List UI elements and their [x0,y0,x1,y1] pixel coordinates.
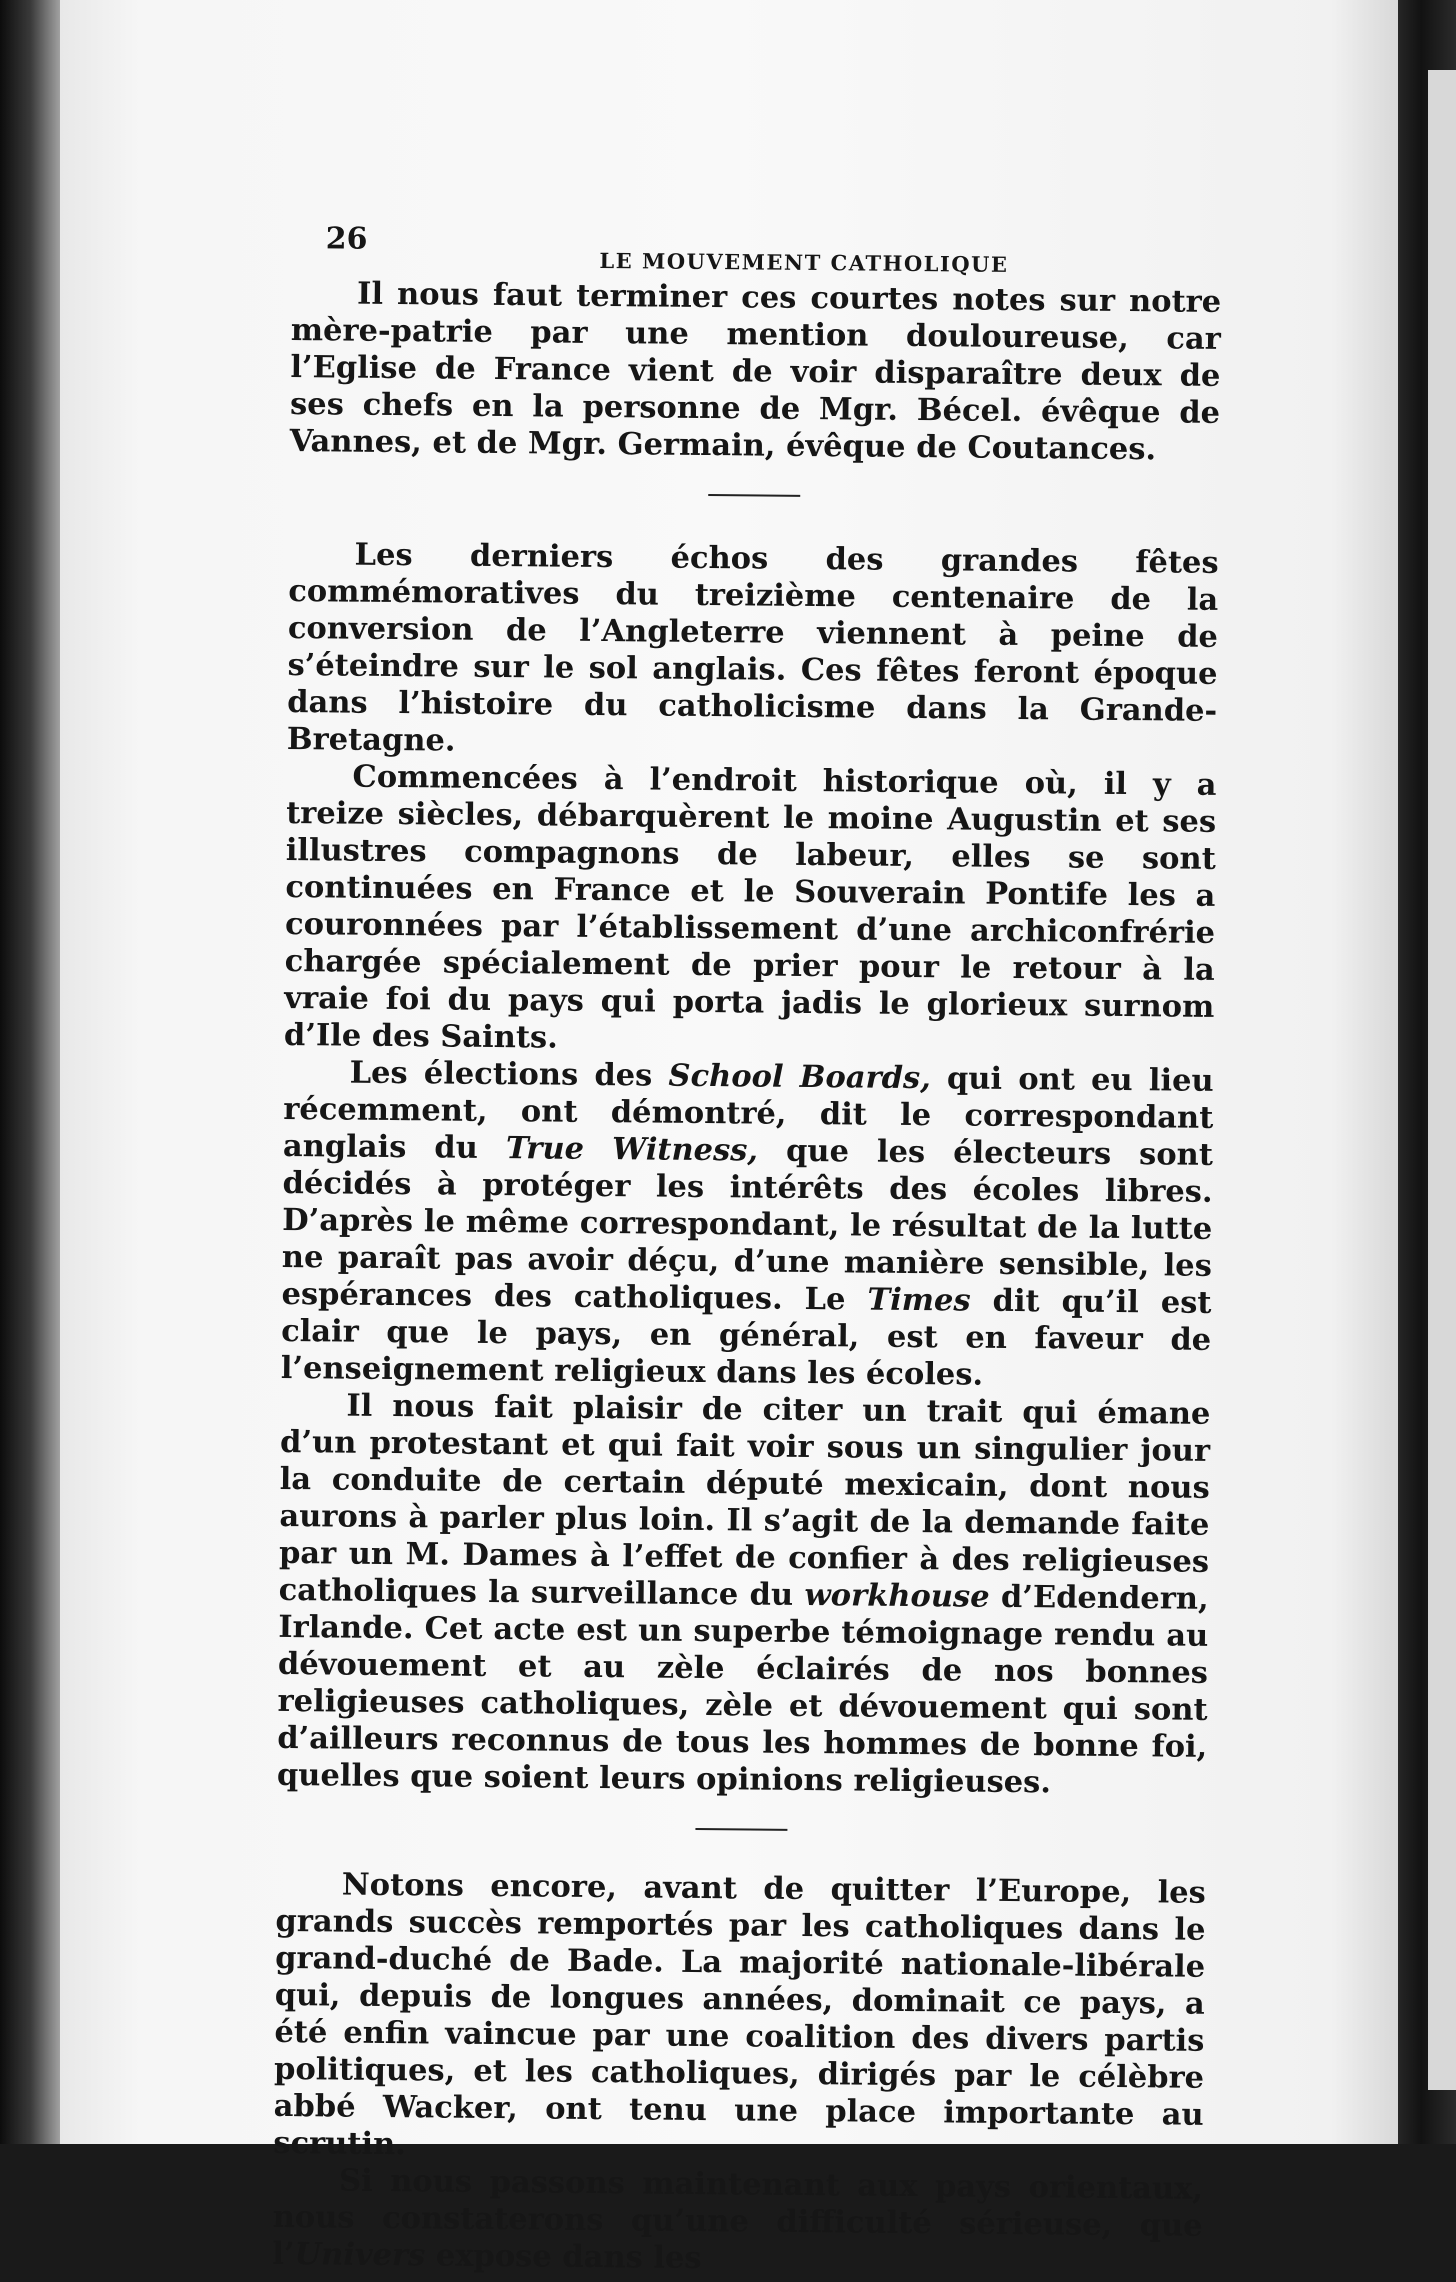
paragraph-4 [281,1054,1214,1396]
paragraph-2: Les derniers échos des grandes fêtes commémoratives du treizième centenaire de la conversion de l’Angleterre viennent à peine de s’éteindre sur le sol anglais. Ces fêtes feront époque dans l’histoire du catholicisme dans la Grande-Bretagne. [286,536,1219,759]
page-content [272,205,1222,2282]
paragraph-4-part-d: dit qu’il est clair que le pays, en général, est en faveur de l’enseignement religieux dans les écoles. [280,1282,1212,1393]
paragraph-3: Commencées à l’endroit historique où, il y a treize siècles, débarquèrent le moine Augustin et ses illustres compagnons de labeur, elles se sont continuées en France et le Souverain Pontife les a couronnées par l’établissement d’une archiconfrérie chargée spécialement de prier pour le retour à la vraie foi du pays qui porta jadis le glorieux surnom d’Ile des Saints. [283,758,1217,1056]
book-gutter [0,0,68,2144]
true-witness-title: True Witness, [505,1130,759,1169]
running-head: LE MOUVEMENT CATHOLIQUE [599,247,1009,277]
page-number: 26 [325,221,368,257]
paragraph-5-part-b: d’Edendern, Irlande. Cet acte est un superbe témoignage rendu au dévouement et au zèle éclairés de nos bonnes religieuses catholiques, zèle et dévouement qui sont d’ailleurs reconnus de tous les hommes de bonne foi, quelles que soient leurs opinions religieuses. [276,1578,1209,1801]
paragraph-4-part-a: Les élections des [349,1054,669,1094]
paragraph-6: Notons encore, avant de quitter l’Europe, les grands succès remportés par les catholiques dans le grand-duché de Bade. La majorité nationale-libérale qui, depuis de longues années, dominait ce pays, a été enfin vaincue par une coalition des divers partis politiques, et les catholiques, dirigés par le célèbre abbé Wacker, ont tenu une place importante au scrutin. [273,1866,1207,2163]
paragraph-7 [272,2162,1203,2282]
paragraph-5-part-a: Il nous fait plaisir de citer un trait qui émane d’un protestant et qui fait voir sous un singulier jour la conduite de certain député mexicain, dont nous aurons à parler plus loin. Il s’agit de la demande faite par un M. Dames à l’effet de confier à des religieuses catholiques la surveillance du [278,1387,1211,1613]
workhouse-term: workhouse [804,1576,990,1615]
section-divider [708,494,800,497]
paragraph-4-part-b: qui ont eu lieu récemment, ont démontré, dit le correspondant anglais du [282,1060,1214,1167]
univers-title: Univers [294,2236,426,2274]
paragraph-1: Il nous faut terminer ces courtes notes sur notre mère-patrie par une mention douloureuse, car l’Eglise de France vient de voir disparaître deux de ses chefs en la personne de Mgr. Bécel. évêque de Vannes, et de Mgr. Germain, évêque de Coutances. [289,275,1222,468]
paragraph-7-part-a: Si nous passons maintenant aux pays orientaux, nous constaterons qu’une difficulté sérieuse, que l’ [272,2162,1204,2273]
paragraph-7-part-b: expose dans les [425,2237,702,2277]
page-header [291,205,1222,284]
times-title: Times [867,1281,971,1319]
paragraph-5 [277,1387,1211,1803]
next-page-edge [1428,70,1456,2090]
section-divider-2 [695,1828,787,1831]
paragraph-4-part-c: que les électeurs sont décidés à protéger les intérêts des écoles libres. D’après le même correspondant, le résultat de la lutte ne paraît pas avoir déçu, d’une manière sensible, les espérances des catholiques. Le [281,1132,1214,1318]
school-boards-term: School Boards, [668,1057,931,1097]
